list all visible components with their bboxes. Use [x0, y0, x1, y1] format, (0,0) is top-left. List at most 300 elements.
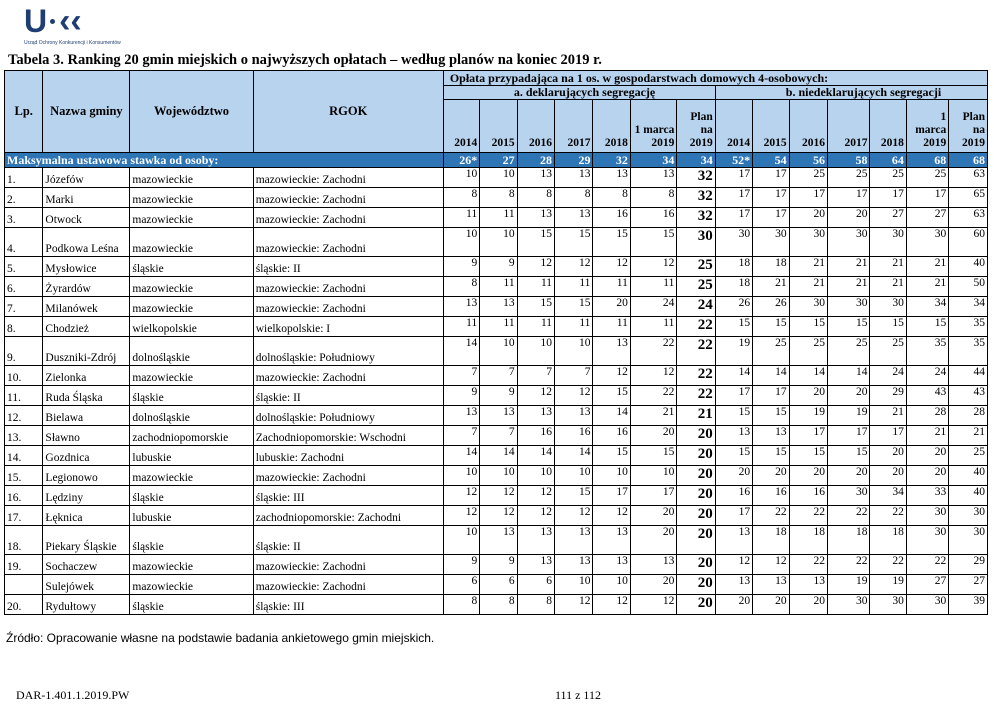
row-fee-b-5: 24: [906, 366, 948, 386]
row-fee-b-6: 39: [949, 595, 988, 615]
row-fee-b-5: 27: [906, 575, 948, 595]
row-voivodeship: wielkopolskie: [130, 317, 253, 337]
ranking-table: [4, 70, 988, 615]
row-fee-a-1: 11: [480, 317, 517, 337]
row-fee-a-5: 16: [630, 208, 677, 228]
row-fee-a-1: 10: [480, 466, 517, 486]
row-fee-b-2: 25: [789, 337, 827, 366]
row-fee-b-6: 43: [949, 386, 988, 406]
row-fee-b-0: 17: [715, 188, 752, 208]
row-fee-b-2: 17: [789, 426, 827, 446]
row-rgok: Zachodniopomorskie: Wschodni: [253, 426, 443, 446]
row-fee-a-5: 17: [630, 486, 677, 506]
row-fee-b-2: 22: [789, 506, 827, 526]
row-rgok: śląskie: III: [253, 486, 443, 506]
row-fee-b-0: 14: [715, 366, 752, 386]
row-fee-a-3: 15: [555, 228, 593, 257]
table-row: [5, 446, 988, 466]
table-row: [5, 228, 988, 257]
row-fee-a-2: 12: [517, 506, 554, 526]
row-fee-b-4: 34: [870, 486, 906, 506]
header-year-b-4: 2018: [870, 100, 906, 153]
table-row: [5, 208, 988, 228]
row-fee-a-5: 12: [630, 366, 677, 386]
row-fee-b-1: 20: [753, 466, 789, 486]
row-fee-a-4: 13: [593, 337, 630, 366]
row-fee-b-2: 14: [789, 366, 827, 386]
row-fee-b-0: 20: [715, 466, 752, 486]
row-fee-b-1: 16: [753, 486, 789, 506]
row-fee-b-1: 13: [753, 426, 789, 446]
row-fee-a-3: 13: [555, 555, 593, 575]
row-fee-a-6: 32: [677, 208, 715, 228]
row-fee-a-1: 14: [480, 446, 517, 466]
row-fee-a-1: 9: [480, 257, 517, 277]
header-year-a-3: 2017: [555, 100, 593, 153]
row-fee-b-6: 35: [949, 337, 988, 366]
row-rgok: mazowieckie: Zachodni: [253, 188, 443, 208]
row-fee-a-2: 10: [517, 466, 554, 486]
row-fee-b-5: 22: [906, 555, 948, 575]
row-fee-a-5: 20: [630, 426, 677, 446]
max-rate-b-4: 64: [870, 153, 906, 168]
row-fee-a-3: 13: [555, 526, 593, 555]
row-fee-b-0: 13: [715, 426, 752, 446]
row-fee-a-3: 13: [555, 208, 593, 228]
row-voivodeship: śląskie: [130, 386, 253, 406]
row-fee-b-1: 17: [753, 188, 789, 208]
row-fee-a-4: 10: [593, 575, 630, 595]
row-fee-a-3: 12: [555, 386, 593, 406]
row-fee-b-6: 40: [949, 486, 988, 506]
row-fee-a-5: 12: [630, 257, 677, 277]
row-municipality: Lędziny: [43, 486, 130, 506]
row-fee-a-6: 32: [677, 168, 715, 188]
row-fee-b-1: 30: [753, 228, 789, 257]
row-fee-a-6: 20: [677, 486, 715, 506]
max-rate-b-5: 68: [906, 153, 948, 168]
row-fee-a-4: 12: [593, 506, 630, 526]
header-name: Nazwa gminy: [43, 71, 130, 153]
row-fee-b-5: 21: [906, 277, 948, 297]
row-fee-b-0: 17: [715, 386, 752, 406]
row-lp: 12.: [5, 406, 43, 426]
row-fee-b-3: 15: [827, 317, 869, 337]
table-row: [5, 526, 988, 555]
row-fee-a-6: 20: [677, 555, 715, 575]
row-fee-a-0: 8: [443, 188, 479, 208]
row-rgok: śląskie: III: [253, 595, 443, 615]
row-rgok: śląskie: II: [253, 386, 443, 406]
row-fee-b-1: 26: [753, 297, 789, 317]
row-rgok: mazowieckie: Zachodni: [253, 208, 443, 228]
row-fee-a-1: 10: [480, 337, 517, 366]
table-row: [5, 168, 988, 188]
row-fee-b-1: 12: [753, 555, 789, 575]
row-fee-b-1: 15: [753, 317, 789, 337]
row-fee-a-1: 11: [480, 277, 517, 297]
row-fee-b-5: 34: [906, 297, 948, 317]
logo-dot: [50, 19, 55, 24]
row-fee-a-0: 10: [443, 526, 479, 555]
row-fee-a-0: 9: [443, 386, 479, 406]
header-year-a-0: 2014: [443, 100, 479, 153]
row-rgok: wielkopolskie: I: [253, 317, 443, 337]
row-fee-b-5: 20: [906, 446, 948, 466]
row-fee-a-1: 6: [480, 575, 517, 595]
row-lp: 8.: [5, 317, 43, 337]
row-fee-b-0: 12: [715, 555, 752, 575]
row-lp: 2.: [5, 188, 43, 208]
row-fee-b-2: 20: [789, 595, 827, 615]
table-row: [5, 297, 988, 317]
row-fee-a-2: 13: [517, 168, 554, 188]
row-fee-a-0: 12: [443, 506, 479, 526]
row-municipality: Sulejówek: [43, 575, 130, 595]
row-fee-b-0: 20: [715, 595, 752, 615]
row-fee-b-6: 27: [949, 575, 988, 595]
row-rgok: mazowieckie: Zachodni: [253, 228, 443, 257]
row-fee-a-2: 13: [517, 555, 554, 575]
logo-chevrons: ‹‹: [59, 2, 82, 40]
row-fee-a-6: 20: [677, 526, 715, 555]
row-fee-a-1: 9: [480, 386, 517, 406]
row-fee-a-1: 7: [480, 366, 517, 386]
row-fee-a-5: 10: [630, 466, 677, 486]
row-fee-a-3: 8: [555, 188, 593, 208]
row-fee-b-4: 24: [870, 366, 906, 386]
row-voivodeship: śląskie: [130, 257, 253, 277]
row-voivodeship: mazowieckie: [130, 366, 253, 386]
row-rgok: dolnośląskie: Południowy: [253, 406, 443, 426]
row-lp: [5, 575, 43, 595]
footer-page-number: 111 z 112: [555, 688, 601, 702]
row-lp: 19.: [5, 555, 43, 575]
row-municipality: Rydułtowy: [43, 595, 130, 615]
row-fee-a-6: 20: [677, 575, 715, 595]
row-fee-a-2: 12: [517, 257, 554, 277]
max-rate-b-2: 56: [789, 153, 827, 168]
row-municipality: Piekary Śląskie: [43, 526, 130, 555]
row-fee-b-3: 30: [827, 486, 869, 506]
row-fee-b-0: 18: [715, 277, 752, 297]
row-fee-b-3: 21: [827, 277, 869, 297]
row-fee-a-3: 13: [555, 406, 593, 426]
row-fee-b-4: 19: [870, 575, 906, 595]
row-voivodeship: zachodniopomorskie: [130, 426, 253, 446]
row-fee-b-3: 19: [827, 575, 869, 595]
row-fee-b-4: 29: [870, 386, 906, 406]
row-fee-b-2: 18: [789, 526, 827, 555]
row-fee-b-5: 21: [906, 426, 948, 446]
row-fee-b-2: 20: [789, 466, 827, 486]
row-lp: 9.: [5, 337, 43, 366]
row-lp: 18.: [5, 526, 43, 555]
row-municipality: Żyrardów: [43, 277, 130, 297]
row-fee-a-6: 24: [677, 297, 715, 317]
row-voivodeship: śląskie: [130, 486, 253, 506]
table-row: [5, 575, 988, 595]
row-fee-b-4: 25: [870, 337, 906, 366]
row-fee-b-2: 16: [789, 486, 827, 506]
row-voivodeship: mazowieckie: [130, 228, 253, 257]
row-fee-a-4: 13: [593, 168, 630, 188]
row-fee-a-1: 11: [480, 208, 517, 228]
row-fee-a-0: 13: [443, 297, 479, 317]
max-rate-a-4: 32: [593, 153, 630, 168]
row-fee-b-4: 27: [870, 208, 906, 228]
row-municipality: Otwock: [43, 208, 130, 228]
row-fee-a-3: 11: [555, 317, 593, 337]
logo-letter-u: U: [24, 3, 47, 39]
row-fee-b-0: 30: [715, 228, 752, 257]
table-row: [5, 555, 988, 575]
row-fee-a-6: 21: [677, 406, 715, 426]
row-fee-b-2: 15: [789, 446, 827, 466]
row-fee-a-4: 14: [593, 406, 630, 426]
row-fee-a-4: 10: [593, 466, 630, 486]
row-fee-a-5: 21: [630, 406, 677, 426]
row-municipality: Chodzież: [43, 317, 130, 337]
row-rgok: mazowieckie: Zachodni: [253, 366, 443, 386]
row-fee-a-3: 15: [555, 297, 593, 317]
row-voivodeship: mazowieckie: [130, 277, 253, 297]
row-fee-a-4: 20: [593, 297, 630, 317]
row-fee-a-5: 22: [630, 386, 677, 406]
row-fee-a-2: 14: [517, 446, 554, 466]
row-lp: 7.: [5, 297, 43, 317]
row-fee-b-3: 30: [827, 228, 869, 257]
row-fee-b-4: 30: [870, 297, 906, 317]
row-fee-a-4: 13: [593, 526, 630, 555]
row-fee-b-3: 19: [827, 406, 869, 426]
row-fee-a-3: 12: [555, 257, 593, 277]
row-fee-b-2: 13: [789, 575, 827, 595]
row-fee-a-5: 8: [630, 188, 677, 208]
logo-mark: [24, 4, 82, 38]
row-fee-b-5: 43: [906, 386, 948, 406]
row-fee-a-4: 17: [593, 486, 630, 506]
table-row: [5, 257, 988, 277]
row-fee-a-0: 14: [443, 337, 479, 366]
row-voivodeship: śląskie: [130, 595, 253, 615]
row-fee-b-2: 21: [789, 277, 827, 297]
row-fee-b-6: 25: [949, 446, 988, 466]
row-fee-b-2: 20: [789, 386, 827, 406]
row-fee-b-6: 35: [949, 317, 988, 337]
header-non-declaring: b. niedeklarujących segregacji: [715, 86, 987, 100]
row-fee-a-3: 13: [555, 168, 593, 188]
header-year-b-5: 1 marca 2019: [906, 100, 948, 153]
row-fee-a-5: 11: [630, 277, 677, 297]
source-note: Źródło: Opracowanie własne na podstawie badania ankietowego gmin miejskich.: [6, 631, 435, 645]
row-fee-a-1: 12: [480, 486, 517, 506]
row-municipality: Zielonka: [43, 366, 130, 386]
row-fee-b-4: 30: [870, 595, 906, 615]
row-fee-a-4: 11: [593, 277, 630, 297]
max-rate-row: [5, 153, 988, 168]
row-rgok: mazowieckie: Zachodni: [253, 168, 443, 188]
row-fee-b-3: 14: [827, 366, 869, 386]
row-voivodeship: lubuskie: [130, 446, 253, 466]
row-fee-a-5: 15: [630, 228, 677, 257]
row-rgok: dolnośląskie: Południowy: [253, 337, 443, 366]
row-municipality: Sochaczew: [43, 555, 130, 575]
row-fee-b-0: 15: [715, 446, 752, 466]
row-rgok: mazowieckie: Zachodni: [253, 466, 443, 486]
row-fee-b-6: 63: [949, 208, 988, 228]
row-fee-b-2: 20: [789, 208, 827, 228]
row-fee-a-0: 9: [443, 257, 479, 277]
table-row: [5, 277, 988, 297]
table-row: [5, 337, 988, 366]
row-fee-a-0: 10: [443, 168, 479, 188]
row-voivodeship: mazowieckie: [130, 575, 253, 595]
row-fee-b-5: 21: [906, 257, 948, 277]
row-fee-b-0: 15: [715, 317, 752, 337]
row-fee-b-5: 28: [906, 406, 948, 426]
row-fee-b-4: 21: [870, 257, 906, 277]
row-fee-a-2: 12: [517, 486, 554, 506]
row-fee-b-3: 15: [827, 446, 869, 466]
row-fee-a-1: 12: [480, 506, 517, 526]
row-rgok: lubuskie: Zachodni: [253, 446, 443, 466]
row-fee-b-1: 17: [753, 386, 789, 406]
uokik-logo: [22, 4, 142, 48]
header-declaring: a. deklarujących segregację: [443, 86, 715, 100]
row-fee-a-5: 15: [630, 446, 677, 466]
footer-doc-id: DAR-1.401.1.2019.PW: [16, 688, 130, 702]
row-voivodeship: mazowieckie: [130, 188, 253, 208]
row-fee-a-4: 16: [593, 426, 630, 446]
row-fee-a-3: 12: [555, 595, 593, 615]
row-fee-b-6: 21: [949, 426, 988, 446]
row-fee-b-4: 18: [870, 526, 906, 555]
row-fee-b-6: 28: [949, 406, 988, 426]
row-fee-a-6: 22: [677, 386, 715, 406]
row-municipality: Duszniki-Zdrój: [43, 337, 130, 366]
row-fee-a-0: 11: [443, 317, 479, 337]
row-fee-a-4: 15: [593, 228, 630, 257]
row-fee-b-4: 17: [870, 188, 906, 208]
row-fee-b-2: 30: [789, 228, 827, 257]
row-fee-b-3: 17: [827, 188, 869, 208]
row-fee-b-1: 13: [753, 575, 789, 595]
row-fee-b-1: 14: [753, 366, 789, 386]
row-fee-a-6: 25: [677, 277, 715, 297]
row-fee-b-0: 16: [715, 486, 752, 506]
row-fee-a-6: 20: [677, 506, 715, 526]
row-fee-a-4: 8: [593, 188, 630, 208]
row-fee-a-4: 15: [593, 386, 630, 406]
row-fee-b-5: 27: [906, 208, 948, 228]
row-municipality: Sławno: [43, 426, 130, 446]
row-fee-b-0: 15: [715, 406, 752, 426]
row-fee-b-6: 30: [949, 506, 988, 526]
row-fee-a-0: 10: [443, 228, 479, 257]
row-fee-b-3: 20: [827, 208, 869, 228]
row-fee-b-4: 22: [870, 555, 906, 575]
row-fee-b-6: 65: [949, 188, 988, 208]
row-fee-b-3: 21: [827, 257, 869, 277]
row-fee-b-1: 18: [753, 257, 789, 277]
row-fee-a-2: 6: [517, 575, 554, 595]
row-fee-b-1: 17: [753, 168, 789, 188]
row-fee-b-0: 26: [715, 297, 752, 317]
row-fee-a-4: 12: [593, 257, 630, 277]
row-fee-a-2: 10: [517, 337, 554, 366]
row-fee-b-1: 20: [753, 595, 789, 615]
row-fee-b-0: 19: [715, 337, 752, 366]
row-voivodeship: lubuskie: [130, 506, 253, 526]
row-municipality: Gozdnica: [43, 446, 130, 466]
row-fee-b-3: 20: [827, 466, 869, 486]
row-fee-a-2: 16: [517, 426, 554, 446]
row-fee-b-6: 40: [949, 257, 988, 277]
row-fee-b-2: 21: [789, 257, 827, 277]
row-municipality: Józefów: [43, 168, 130, 188]
row-voivodeship: mazowieckie: [130, 297, 253, 317]
row-fee-a-5: 20: [630, 506, 677, 526]
row-fee-a-5: 20: [630, 526, 677, 555]
header-year-a-6: Plan na 2019: [677, 100, 715, 153]
row-fee-a-2: 13: [517, 208, 554, 228]
row-fee-a-5: 13: [630, 555, 677, 575]
row-fee-b-3: 20: [827, 386, 869, 406]
row-fee-b-2: 25: [789, 168, 827, 188]
row-municipality: Podkowa Leśna: [43, 228, 130, 257]
max-rate-b-6: 68: [949, 153, 988, 168]
row-fee-a-2: 15: [517, 297, 554, 317]
row-fee-a-0: 6: [443, 575, 479, 595]
row-fee-b-2: 30: [789, 297, 827, 317]
row-fee-b-3: 22: [827, 506, 869, 526]
logo-org-name: Urząd Ochrony Konkurencji i Konsumentów: [24, 40, 121, 46]
row-fee-b-4: 22: [870, 506, 906, 526]
header-voivodeship: Województwo: [130, 71, 253, 153]
row-fee-a-2: 11: [517, 277, 554, 297]
row-fee-a-0: 10: [443, 466, 479, 486]
row-fee-b-2: 22: [789, 555, 827, 575]
row-fee-b-5: 30: [906, 506, 948, 526]
row-fee-b-1: 17: [753, 208, 789, 228]
row-fee-b-0: 13: [715, 526, 752, 555]
row-fee-b-3: 22: [827, 555, 869, 575]
row-fee-b-3: 30: [827, 595, 869, 615]
row-lp: 17.: [5, 506, 43, 526]
max-rate-a-6: 34: [677, 153, 715, 168]
table-row: [5, 366, 988, 386]
row-fee-a-3: 10: [555, 575, 593, 595]
row-lp: 16.: [5, 486, 43, 506]
row-lp: 14.: [5, 446, 43, 466]
row-fee-a-0: 12: [443, 486, 479, 506]
row-municipality: Milanówek: [43, 297, 130, 317]
max-rate-b-3: 58: [827, 153, 869, 168]
row-fee-a-3: 12: [555, 506, 593, 526]
row-fee-a-0: 13: [443, 406, 479, 426]
row-fee-a-2: 7: [517, 366, 554, 386]
max-rate-a-5: 34: [630, 153, 677, 168]
row-fee-b-6: 60: [949, 228, 988, 257]
max-rate-a-3: 29: [555, 153, 593, 168]
row-fee-b-0: 13: [715, 575, 752, 595]
row-fee-a-6: 20: [677, 426, 715, 446]
row-lp: 5.: [5, 257, 43, 277]
row-fee-a-1: 13: [480, 297, 517, 317]
row-rgok: mazowieckie: Zachodni: [253, 555, 443, 575]
row-municipality: Legionowo: [43, 466, 130, 486]
